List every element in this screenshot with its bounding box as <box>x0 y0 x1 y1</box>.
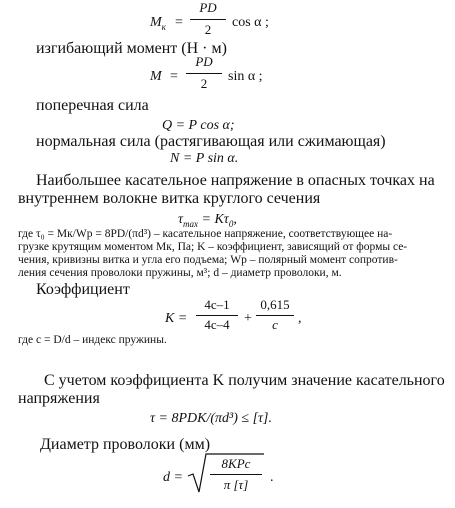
transverse-force-label: поперечная сила <box>36 97 149 114</box>
formula-q: Q = P cos α; <box>162 118 235 133</box>
formula-m-denominator: 2 <box>200 76 208 91</box>
formula-m-tail: sin α ; <box>228 69 263 84</box>
formula-d-denominator: π [τ] <box>223 477 249 492</box>
formula-mk-lhs: $M_к$ <box>150 15 166 32</box>
where-block-line-2: грузке крутящим моментом Mк, Па; K – коэффициент, зависящий от формы се- <box>18 241 408 253</box>
formula-n: N = P sin α. <box>170 151 239 166</box>
formula-k-fraction-bar-2 <box>256 315 294 316</box>
formula-k-numerator-1: 4c–1 <box>204 297 230 312</box>
stress-paragraph-line-2: внутреннем волокне витка круглого сечения <box>18 190 321 207</box>
formula-m-lhs: M <box>150 69 162 84</box>
formula-k-lhs: K = <box>165 311 188 326</box>
formula-d-fraction-bar <box>210 474 262 475</box>
where-block-line-4: ления сечения проволоки пружины, м³; d – диаметр проволоки, м. <box>18 267 342 279</box>
formula-tau: τ = 8PDK/(πd³) ≤ [τ]. <box>150 411 272 426</box>
formula-k-denominator-1: 4c–4 <box>204 317 230 332</box>
formula-mk-fraction-bar <box>190 19 226 20</box>
where-c-line: где c = D/d – индекс пружины. <box>18 334 167 346</box>
formula-mk-numerator: PD <box>199 0 217 15</box>
formula-k-plus: + <box>244 311 252 326</box>
coefficient-label: Коэффициент <box>36 281 130 298</box>
normal-force-label: нормальная сила (растягивающая или сжимающая) <box>36 133 386 150</box>
formula-k-fraction-bar-1 <box>196 315 238 316</box>
formula-d-lhs: d = <box>163 470 183 485</box>
where-block-line-1: где τ₀ = Mк/Wр = 8PD/(πd³) – касательное напряжение, соответствующее на- <box>18 228 393 240</box>
formula-d-numerator: 8KPc <box>221 456 251 471</box>
formula-k-numerator-2: 0,615 <box>260 297 290 312</box>
where-block-line-3: чения, кривизны витка и угла его подъема; Wр – полярный момент сопротив- <box>18 254 398 266</box>
formula-mk-denominator: 2 <box>204 22 212 37</box>
formula-mk-eq: = <box>175 15 183 30</box>
wire-diameter-label: Диаметр проволоки (мм) <box>40 436 211 453</box>
k-paragraph-line-2: напряжения <box>18 390 100 407</box>
formula-k-tail: , <box>298 311 302 326</box>
formula-m-numerator: PD <box>195 54 213 69</box>
formula-tau-max: $\tau_{max} = K\tau_0$, <box>178 212 237 229</box>
bending-moment-label: изгибающий момент (Н · м) <box>36 40 227 57</box>
formula-m-eq: = <box>170 69 178 84</box>
formula-m-fraction-bar <box>186 73 222 74</box>
formula-mk-tail: cos α ; <box>232 15 269 30</box>
k-paragraph-line-1: С учетом коэффициента K получим значение касательного <box>44 372 445 389</box>
formula-k-denominator-2: c <box>272 317 278 332</box>
stress-paragraph-line-1: Наибольшее касательное напряжение в опасных точках на <box>36 172 435 189</box>
formula-d-tail: . <box>270 470 274 485</box>
